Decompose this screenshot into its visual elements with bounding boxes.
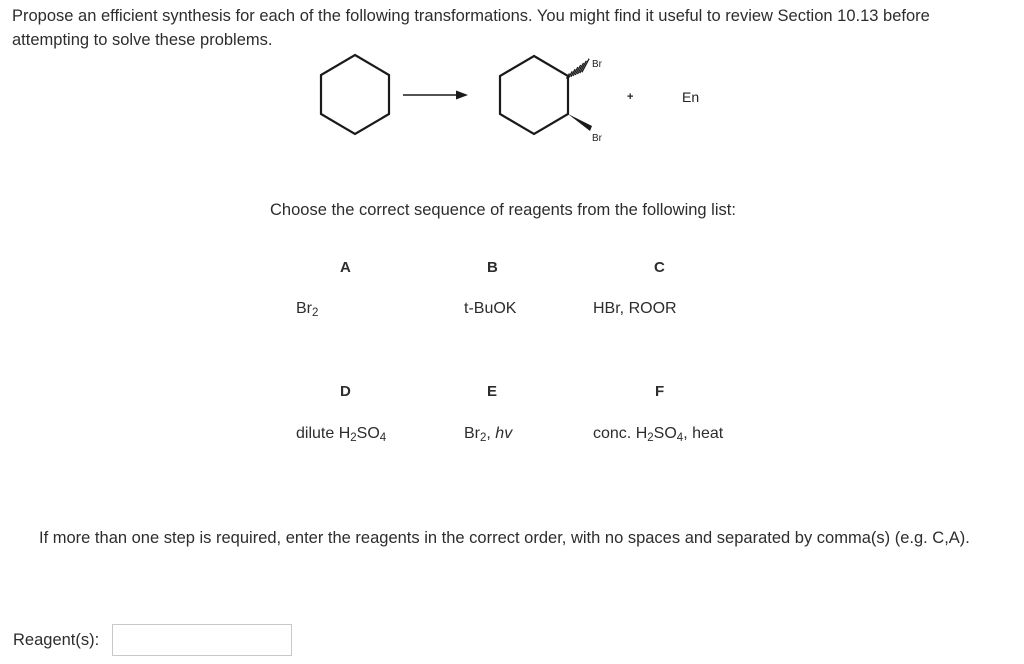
plus-sign: + [627, 91, 634, 103]
reagent-letter-a: A [340, 259, 351, 276]
wedge-bond [568, 114, 592, 131]
reagent-b: t-BuOK [464, 300, 517, 317]
reagent-letter-d: D [340, 383, 351, 400]
reaction-scheme [300, 50, 740, 150]
reagents-answer-input[interactable] [112, 624, 292, 656]
reagent-f: conc. $H_2SO_4$, heat [593, 425, 724, 445]
reagent-a: $Br_2$ [296, 300, 319, 320]
reagent-letter-f: F [655, 383, 665, 400]
reagent-instruction: Choose the correct sequence of reagents from the following list: [270, 201, 736, 219]
reagent-letter-e: E [487, 383, 498, 400]
dibromocyclohexane-structure [500, 56, 568, 134]
coproduct-label: En [682, 89, 700, 105]
reagent-e: $Br_2$, hv [464, 425, 513, 445]
reaction-arrow [403, 91, 468, 100]
reagent-c: HBr, ROOR [593, 300, 677, 317]
answer-format-instruction: If more than one step is required, enter the reagents in the correct order, with no spaces and separated by comma(s) (e.g. C,A). [39, 529, 970, 547]
reagent-letter-c: C [654, 259, 665, 276]
bromine-label-top: Br [592, 59, 602, 70]
reagent-letter-b: B [487, 259, 498, 276]
question-prompt: Propose an efficient synthesis for each of the following transformations. You might find it useful to review Section 10.13 before attempting to solve these problems. [12, 7, 930, 49]
reagent-d: dilute $H_2SO_4$ [296, 425, 387, 445]
hashed-bond [567, 59, 590, 79]
reagents-label: Reagent(s): [13, 631, 100, 649]
cyclohexane-structure [321, 55, 389, 134]
bromine-label-bottom: Br [592, 133, 602, 144]
